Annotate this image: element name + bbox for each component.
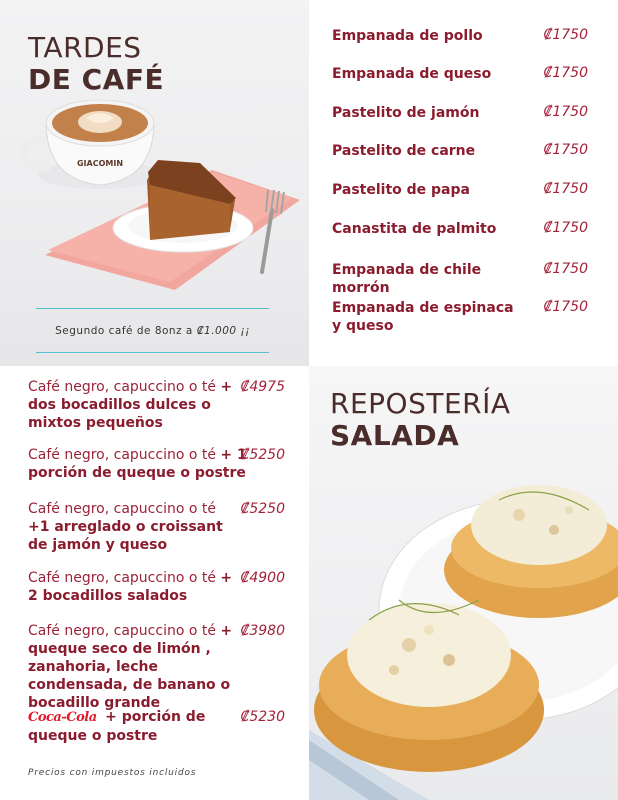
- item-price: ₡1750: [543, 27, 588, 43]
- item-name: Pastelito de papa: [332, 182, 470, 198]
- list-item: [332, 65, 612, 83]
- coffee-title-bold: DE CAFÉ: [28, 63, 165, 96]
- pastry-panel: [309, 366, 618, 800]
- list-item: [332, 181, 612, 199]
- combo-lead: Café negro, capuccino o té: [28, 623, 216, 639]
- combo-lead: Café negro, capuccino o té: [28, 570, 216, 586]
- item-name: Empanada de queso: [332, 66, 492, 82]
- item-price: ₡1750: [543, 142, 588, 158]
- combo-item: [28, 569, 293, 605]
- combo-detail: + queque seco de limón , zanahoria, leche condensada, de banano o bocadillo grande: [28, 623, 233, 711]
- item-price: ₡1750: [543, 261, 588, 277]
- salty-price-list: [309, 0, 618, 366]
- promo-text: Segundo café de 8onz a: [55, 324, 193, 337]
- combo-lead: Café negro, capuccino o té: [28, 501, 216, 517]
- promo-amount: ₡1.000 ¡¡: [196, 324, 250, 337]
- combo-detail: + 1 porción de queque o postre: [28, 447, 247, 481]
- combo-item: [28, 500, 293, 554]
- combo-price: ₡3980: [240, 623, 285, 639]
- item-price: ₡1750: [543, 181, 588, 197]
- item-name: Empanada de pollo: [332, 28, 483, 44]
- combo-price: ₡5230: [240, 709, 285, 725]
- item-name: Empanada de chile morrón: [332, 262, 482, 296]
- promo-banner: [36, 308, 269, 353]
- item-price: ₡1750: [543, 220, 588, 236]
- item-price: ₡1750: [543, 299, 588, 315]
- combo-detail: + dos bocadillos dulces o mixtos pequeños: [28, 379, 233, 431]
- item-name: Pastelito de jamón: [332, 105, 480, 121]
- combo-list: [0, 366, 309, 800]
- item-name: Canastita de palmito: [332, 221, 497, 237]
- list-item: [332, 299, 612, 335]
- item-price: ₡1750: [543, 65, 588, 81]
- item-price: ₡1750: [543, 104, 588, 120]
- combo-detail: + porción de queque o postre: [28, 709, 206, 744]
- pastry-title-light: REPOSTERÍA: [330, 387, 511, 420]
- coffee-cake-photo: [0, 0, 309, 300]
- combo-detail: + 2 bocadillos salados: [28, 570, 233, 604]
- list-item: [332, 27, 612, 45]
- tax-footnote: Precios con impuestos incluidos: [28, 768, 197, 778]
- list-item: [332, 104, 612, 122]
- combo-item: [28, 378, 293, 432]
- combo-detail: +1 arreglado o croissant de jamón y queso: [28, 519, 223, 553]
- combo-item: [28, 622, 293, 712]
- combo-price: ₡4900: [240, 570, 285, 586]
- item-name: Pastelito de carne: [332, 143, 476, 159]
- combo-lead: Café negro, capuccino o té: [28, 379, 216, 395]
- pastry-title-bold: SALADA: [330, 419, 460, 452]
- vol-au-vent-photo: [309, 440, 618, 800]
- item-name: Empanada de espinaca y queso: [332, 300, 514, 334]
- list-item: [332, 142, 612, 160]
- list-item: [332, 220, 612, 238]
- coffee-panel: [0, 0, 309, 366]
- combo-lead: Café negro, capuccino o té: [28, 447, 216, 463]
- cup-brand-logo: GIACOMIN: [76, 159, 124, 168]
- combo-price: ₡5250: [240, 501, 285, 517]
- coca-cola-logo: Coca-Cola: [28, 710, 97, 725]
- list-item: [332, 261, 612, 297]
- combo-item: [28, 446, 293, 482]
- combo-price: ₡4975: [240, 379, 285, 395]
- coffee-title-light: TARDES: [28, 31, 142, 64]
- combo-price: ₡5250: [240, 447, 285, 463]
- combo-item: [28, 708, 293, 745]
